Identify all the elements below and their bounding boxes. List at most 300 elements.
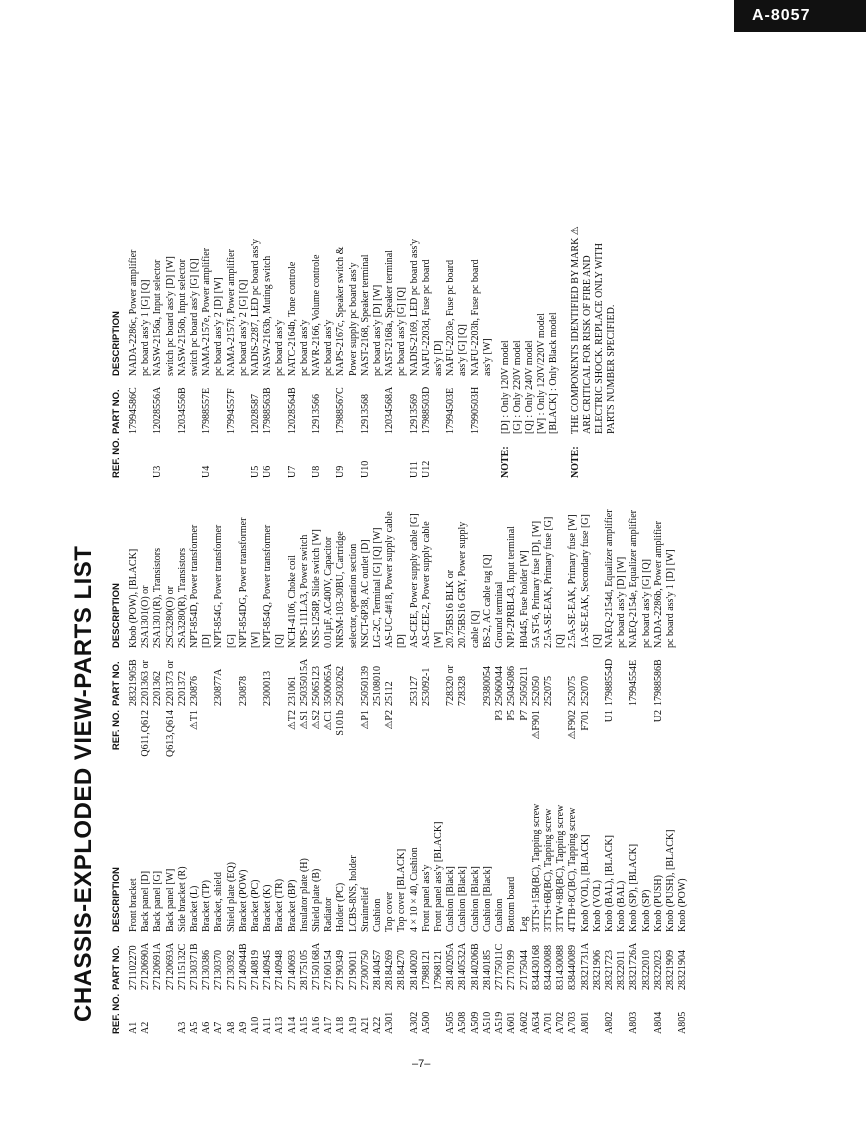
- ref-no-cell: F701: [579, 710, 591, 731]
- description-cell: Front panel ass'y: [420, 864, 432, 932]
- table-row: [445, 772, 457, 1034]
- table-row: [287, 488, 299, 762]
- table-row: [409, 772, 421, 1034]
- ref-no-cell: [177, 706, 189, 762]
- table-row: [555, 488, 567, 762]
- table-row: [323, 772, 335, 1034]
- table-row: [213, 772, 225, 1034]
- description-cell: NSS-1258P, Slide switch [W]: [311, 529, 323, 648]
- ref-no-cell: [421, 706, 433, 762]
- table-row: [531, 772, 543, 1034]
- ref-no-cell: [457, 706, 469, 762]
- table-row: [287, 772, 299, 1034]
- description-cell: Bracket (L): [189, 885, 201, 932]
- table-row: [335, 772, 347, 1034]
- note-block: [500, 216, 560, 478]
- ref-no-cell: A16: [311, 1016, 323, 1034]
- part-no-cell: 27175011C: [494, 943, 506, 990]
- part-no-cell: 252050: [530, 676, 542, 706]
- table-row: [494, 488, 506, 762]
- part-no-cell: 17994554E: [628, 659, 640, 706]
- description-cell: Radiator: [323, 897, 335, 932]
- ref-no-cell: A801: [579, 1011, 591, 1034]
- table-row: [311, 488, 323, 762]
- table-row: [238, 488, 250, 762]
- description-cell: Power supply pc board ass'y: [347, 262, 359, 376]
- description-cell: Side bracket (R): [176, 866, 188, 932]
- ref-no-cell: A9: [237, 1021, 249, 1034]
- ref-no-header: REF. NO.: [111, 993, 122, 1034]
- table-row: [384, 772, 396, 1034]
- ref-no-cell: [592, 706, 604, 762]
- part-no-cell: 28184269: [384, 950, 396, 990]
- ref-no-cell: U7: [286, 465, 298, 478]
- ref-no-cell: A3: [176, 1021, 188, 1034]
- description-cell: Ground terminal: [494, 581, 506, 648]
- description-cell: NPT-854Q, Power transformer: [262, 524, 274, 648]
- part-no-cell: 25112: [384, 681, 396, 706]
- description-cell: 2.5A-SE-EAK, Primary fuse [W]: [567, 514, 579, 648]
- description-cell: pc board ass'y [D] [W]: [616, 556, 628, 648]
- table-row: [457, 216, 469, 478]
- ref-no-cell: [213, 434, 225, 478]
- parts-column-3: [110, 216, 689, 478]
- part-no-cell: [616, 648, 628, 706]
- ref-no-cell: A19: [347, 1016, 359, 1034]
- table-row: [628, 488, 640, 762]
- description-cell: 3TTW+8B(BC), Tapping screw: [555, 804, 567, 932]
- part-no-cell: 28321726A: [628, 942, 640, 990]
- ref-no-cell: [555, 706, 567, 762]
- part-no-cell: [641, 648, 653, 706]
- description-cell: NPT-854DG, Power transformer: [237, 517, 249, 648]
- ref-no-header: REF. NO.: [111, 437, 122, 478]
- part-no-cell: 27150168A: [311, 942, 323, 990]
- part-no-cell: 28184270: [396, 950, 408, 990]
- description-cell: ass'y [D]: [433, 340, 445, 376]
- part-no-cell: [165, 376, 177, 434]
- description-cell: AS-UC-4#18, Power supply cable: [384, 511, 396, 648]
- description-cell: Shield plate (EQ): [225, 862, 237, 932]
- part-no-cell: 17994586C: [128, 387, 139, 434]
- description-cell: 2SA1301(O) or: [140, 585, 152, 648]
- ref-no-cell: [482, 706, 494, 762]
- description-cell: ass'y [G] [Q]: [457, 324, 469, 376]
- ref-no-cell: [165, 990, 177, 1034]
- description-header: DESCRIPTION: [111, 867, 122, 932]
- table-row: [311, 216, 323, 478]
- table-row: [360, 488, 372, 762]
- table-row: [372, 488, 384, 762]
- ref-no-cell: A702: [555, 1011, 567, 1034]
- part-no-cell: [555, 648, 567, 706]
- table-row: [494, 772, 506, 1034]
- parts-column-1: [110, 772, 689, 1034]
- description-cell: Bracket, shield: [213, 872, 225, 932]
- part-no-cell: [189, 376, 201, 434]
- table-row: [519, 772, 531, 1034]
- table-row: [140, 216, 152, 478]
- ref-no-cell: ⚠F901: [530, 710, 542, 740]
- part-no-cell: [213, 376, 225, 434]
- ref-no-cell: [262, 706, 274, 762]
- ref-no-cell: [628, 706, 640, 762]
- ref-no-cell: P5: [506, 710, 518, 721]
- description-cell: Knob (PUSH): [652, 875, 664, 932]
- ref-no-cell: ⚠S2: [311, 710, 323, 730]
- table-row: [165, 488, 177, 762]
- table-row: [335, 488, 347, 762]
- table-row: [274, 216, 286, 478]
- description-cell: LG-2C, Terminal [G] [Q] [W]: [372, 527, 384, 648]
- description-cell: 2SC3280(O) or: [164, 586, 176, 648]
- ref-no-cell: [433, 990, 445, 1034]
- part-no-cell: 27140944B: [237, 943, 249, 990]
- table-row: [262, 216, 274, 478]
- note-line: [Q] : Only 240V model: [524, 340, 536, 434]
- description-cell: Back panel [W]: [164, 868, 176, 932]
- part-no-cell: 25060044: [494, 666, 506, 706]
- description-cell: Bracket (K): [262, 884, 274, 932]
- description-cell: [Q]: [555, 634, 567, 648]
- table-row: [128, 216, 140, 478]
- table-row: [592, 488, 604, 762]
- description-cell: Knob (BAL): [616, 880, 628, 932]
- ref-no-cell: [299, 434, 311, 478]
- part-no-cell: 25050139: [359, 666, 371, 706]
- table-row: [567, 772, 579, 1034]
- description-cell: pc board ass'y 1 [G] [Q]: [140, 279, 152, 376]
- part-no-cell: 27130392: [225, 950, 237, 990]
- ref-no-cell: A519: [494, 1011, 506, 1034]
- description-cell: ass'y [W]: [481, 338, 493, 376]
- part-no-cell: 28322010: [640, 950, 652, 990]
- table-row: [592, 772, 604, 1034]
- table-row: [348, 216, 360, 478]
- ref-no-cell: [213, 706, 225, 762]
- table-row: [189, 772, 201, 1034]
- table-header-row: [110, 488, 128, 762]
- description-cell: 4TTB+8C(BC), Tapping screw: [567, 807, 579, 932]
- part-no-cell: 252070: [579, 676, 591, 706]
- description-cell: Knob (VOL): [591, 880, 603, 932]
- part-no-cell: 27130371B: [189, 943, 201, 990]
- ref-no-cell: [433, 434, 445, 478]
- part-no-cell: 17994503E: [445, 387, 457, 434]
- ref-no-cell: U2: [652, 710, 664, 723]
- part-no-cell: 17994557F: [225, 388, 237, 434]
- description-cell: Kbob (POW), [BLACK]: [128, 548, 139, 648]
- description-cell: Top cover: [384, 891, 396, 932]
- description-cell: 3TTS+6B(BC), Tapping screw: [542, 808, 554, 932]
- description-cell: [G]: [225, 634, 237, 648]
- part-no-header: PART NO.: [111, 661, 122, 706]
- table-row: [421, 772, 433, 1034]
- table-row: [482, 772, 494, 1034]
- ref-no-cell: [665, 706, 677, 762]
- ref-no-cell: P3: [494, 710, 506, 721]
- description-cell: 0.01µF, AC400V, Capacitor: [323, 536, 335, 648]
- description-cell: NAST-2168, Speaker terminal: [359, 254, 371, 376]
- table-row: [189, 488, 201, 762]
- part-no-cell: 271102270: [128, 945, 139, 990]
- part-no-cell: 27160154: [323, 950, 335, 990]
- ref-no-cell: Q611,Q612: [140, 710, 152, 757]
- description-cell: NPS-111LA3, Power switch: [298, 534, 310, 648]
- part-no-cell: 17988557E: [201, 387, 213, 434]
- part-no-cell: 27130370: [213, 950, 225, 990]
- ref-no-cell: A805: [677, 1011, 689, 1034]
- table-row: [567, 488, 579, 762]
- ref-no-cell: [274, 706, 286, 762]
- part-no-cell: 27170199: [506, 950, 518, 990]
- description-cell: NRSM-103-30BU, Cartridge: [335, 531, 347, 648]
- ref-no-cell: A11: [262, 1017, 274, 1034]
- note-line: THE COMPONENTS IDENTIFIED BY MARK ⚠: [570, 226, 582, 434]
- part-no-cell: 17990503H: [469, 386, 481, 434]
- description-cell: Knob (BAL), [BLACK]: [603, 835, 615, 932]
- description-cell: Cushion [Black]: [457, 866, 469, 932]
- table-row: [470, 216, 482, 478]
- description-cell: NAFU-2203d, Fuse pc board: [420, 259, 432, 376]
- table-row: [543, 772, 555, 1034]
- table-row: [665, 772, 677, 1034]
- table-row: [262, 772, 274, 1034]
- ref-no-cell: U3: [152, 465, 164, 478]
- description-cell: NASW-2156a, Input selector: [152, 259, 164, 376]
- table-row: [616, 488, 628, 762]
- description-cell: Cushion [Black]: [445, 866, 457, 932]
- description-cell: Holder (PC): [335, 882, 347, 932]
- part-no-cell: [457, 376, 469, 434]
- part-no-cell: 27140693: [286, 950, 298, 990]
- part-no-cell: [274, 648, 286, 706]
- table-header-row: [110, 216, 128, 478]
- description-cell: NAFU-2203h, Fuse pc board: [469, 259, 481, 376]
- description-cell: 2SA1301(R), Transistors: [152, 547, 164, 648]
- ref-no-cell: [128, 706, 140, 762]
- description-cell: NAEQ-2154d, Equalizer amplifier: [603, 509, 615, 648]
- part-no-cell: 17988121: [420, 950, 432, 990]
- table-row: [128, 772, 140, 1034]
- model-number-badge: A-8057: [734, 0, 866, 32]
- ref-no-cell: [409, 706, 421, 762]
- description-cell: Strainrelief: [359, 887, 371, 932]
- ref-no-cell: ⚠P1: [359, 710, 371, 730]
- part-no-cell: 28140205A: [445, 942, 457, 990]
- description-cell: pc board ass'y [G] [Q]: [640, 559, 652, 648]
- ref-no-cell: [201, 706, 213, 762]
- ref-no-cell: U5: [250, 465, 262, 478]
- part-no-cell: 25035015A: [298, 658, 310, 706]
- table-row: [152, 772, 164, 1034]
- description-cell: NAPS-2167c, Speaker switch &: [335, 246, 347, 376]
- part-no-cell: [372, 376, 384, 434]
- ref-no-cell: A703: [567, 1011, 579, 1034]
- part-no-cell: [348, 376, 360, 434]
- table-row: [543, 488, 555, 762]
- table-row: [616, 772, 628, 1034]
- ref-no-cell: ⚠S1: [298, 710, 310, 730]
- part-no-cell: 12034556B: [176, 387, 188, 434]
- table-row: [360, 216, 372, 478]
- description-cell: BS-2, AC cable tag [Q]: [481, 554, 493, 648]
- ref-no-cell: [226, 706, 238, 762]
- table-row: [628, 772, 640, 1034]
- ref-no-cell: A7: [213, 1021, 225, 1034]
- table-row: [140, 488, 152, 762]
- part-no-cell: 2201363 or: [140, 660, 152, 706]
- ref-no-cell: Q613,Q614: [164, 710, 176, 757]
- description-cell: pc board ass'y 2 [D] [W]: [213, 277, 225, 376]
- table-row: [421, 216, 433, 478]
- ref-no-cell: [250, 706, 262, 762]
- ref-no-cell: [348, 434, 360, 478]
- ref-no-cell: U10: [359, 460, 371, 478]
- ref-no-cell: [641, 990, 653, 1034]
- part-no-cell: 12913568: [359, 394, 371, 434]
- part-no-cell: 3500065A: [323, 663, 335, 706]
- description-cell: NPT-854D, Power transformer: [189, 524, 201, 648]
- part-no-cell: 2201372: [176, 671, 188, 706]
- page-number: –7–: [412, 1058, 431, 1070]
- ref-no-cell: A5: [189, 1021, 201, 1034]
- table-row: [165, 216, 177, 478]
- description-cell: NAMA-2157f, Power amplifier: [225, 249, 237, 376]
- description-cell: Cushion [Black]: [469, 866, 481, 932]
- part-no-cell: 17968121: [433, 950, 445, 990]
- table-row: [519, 488, 531, 762]
- table-row: [201, 488, 213, 762]
- part-no-cell: 231061: [286, 676, 298, 706]
- table-row: [445, 216, 457, 478]
- ref-no-cell: A510: [481, 1011, 493, 1034]
- part-no-cell: 28321731A: [579, 942, 591, 990]
- ref-no-cell: [348, 706, 360, 762]
- description-header: DESCRIPTION: [111, 311, 122, 376]
- ref-no-cell: A602: [518, 1011, 530, 1034]
- description-cell: NSCT-6P38, AC outlet [D]: [359, 539, 371, 648]
- part-no-cell: 252075: [542, 676, 554, 706]
- description-cell: Knob (SP), [BLACK]: [628, 843, 640, 932]
- ref-no-cell: [274, 434, 286, 478]
- note-block: [570, 216, 618, 478]
- table-row: [470, 772, 482, 1034]
- part-no-cell: 27120691A: [152, 942, 164, 990]
- description-cell: NAST-2168a, Speaker terminal: [384, 250, 396, 376]
- ref-no-cell: A18: [335, 1016, 347, 1034]
- ref-no-cell: A13: [274, 1016, 286, 1034]
- description-cell: cable [Q]: [469, 610, 481, 648]
- table-row: [238, 216, 250, 478]
- table-row: [177, 488, 189, 762]
- description-cell: Bottom board: [506, 876, 518, 932]
- description-cell: NADIS-2169, LED pc board ass'y: [408, 238, 420, 376]
- part-no-cell: 27140819: [250, 950, 262, 990]
- note-line: [W] : Only 120V/220V model: [536, 313, 548, 434]
- part-no-cell: 27140945: [262, 950, 274, 990]
- part-no-header: PART NO.: [111, 945, 122, 990]
- ref-no-cell: ⚠T2: [286, 710, 298, 731]
- ref-no-cell: [128, 434, 140, 478]
- table-row: [152, 488, 164, 762]
- description-cell: Knob (POW): [677, 878, 689, 932]
- ref-no-cell: [226, 434, 238, 478]
- description-cell: pc board ass'y: [298, 319, 310, 376]
- part-no-cell: 230876: [189, 676, 201, 706]
- description-cell: 2.5A-SE-EAK, Primary fuse [G]: [542, 516, 554, 648]
- table-row: [335, 216, 347, 478]
- description-cell: 2SA3280(R), Transistors: [176, 547, 188, 648]
- part-no-cell: 28175105: [298, 950, 310, 990]
- table-row: [274, 488, 286, 762]
- part-no-cell: 17988554D: [603, 658, 615, 706]
- ref-no-cell: U12: [420, 460, 432, 478]
- table-row: [299, 488, 311, 762]
- ref-no-cell: [470, 706, 482, 762]
- ref-no-cell: [323, 434, 335, 478]
- description-cell: 5A ST-6, Primary fuse [D], [W]: [530, 520, 542, 648]
- part-no-cell: [348, 648, 360, 706]
- table-row: [482, 488, 494, 762]
- ref-no-cell: [189, 434, 201, 478]
- part-no-cell: 28140457: [372, 950, 384, 990]
- description-cell: NAFU-2203e, Fuse pc board: [445, 259, 457, 376]
- table-row: [201, 216, 213, 478]
- description-cell: Bracket (PC): [250, 879, 262, 932]
- description-cell: NADA-2286b, Power amplifier: [652, 521, 664, 648]
- table-row: [433, 216, 445, 478]
- note-line: ARE CRITICAL FOR RISK OF FIRE AND: [582, 255, 594, 434]
- ref-no-cell: A8: [225, 1021, 237, 1034]
- ref-no-cell: U9: [335, 465, 347, 478]
- table-row: [384, 216, 396, 478]
- table-row: [238, 772, 250, 1034]
- description-cell: Bracket (POW): [237, 869, 249, 932]
- description-cell: pc board ass'y 1 [D] [W]: [664, 549, 676, 648]
- table-header-row: [110, 772, 128, 1034]
- table-row: [128, 488, 140, 762]
- ref-no-cell: A802: [603, 1011, 615, 1034]
- part-no-cell: 28321905B: [128, 659, 139, 706]
- description-cell: 1A-SE-EAK, Secondary fuse [G]: [579, 514, 591, 648]
- ref-no-cell: A803: [628, 1011, 640, 1034]
- part-no-cell: [299, 376, 311, 434]
- ref-no-cell: A601: [506, 1011, 518, 1034]
- table-row: [287, 216, 299, 478]
- table-row: [274, 772, 286, 1034]
- part-no-cell: [140, 376, 152, 434]
- table-row: [226, 216, 238, 478]
- table-row: [152, 216, 164, 478]
- table-row: [372, 216, 384, 478]
- table-row: [409, 488, 421, 762]
- description-cell: [Q]: [274, 634, 286, 648]
- part-no-cell: [250, 648, 262, 706]
- description-cell: AS-CEE-2, Power supply cable: [420, 521, 432, 648]
- table-row: [348, 488, 360, 762]
- description-cell: Knob (VOL), [BLACK]: [579, 834, 591, 932]
- description-cell: NPJ-2PRBL43, Input terminal: [506, 526, 518, 648]
- ref-no-cell: U1: [603, 710, 615, 723]
- part-no-cell: [433, 648, 445, 706]
- part-no-cell: 12028564B: [286, 387, 298, 434]
- table-row: [653, 488, 665, 762]
- table-row: [262, 488, 274, 762]
- description-cell: Bracket (TR): [274, 878, 286, 932]
- part-no-cell: 230878: [237, 676, 249, 706]
- description-cell: Leg: [518, 916, 530, 932]
